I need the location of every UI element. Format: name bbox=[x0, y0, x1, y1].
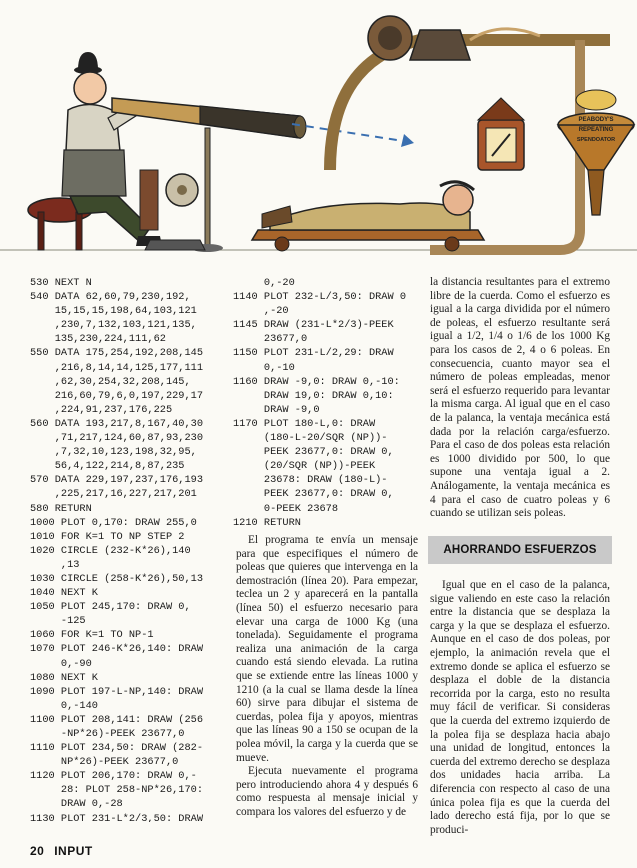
code-line: 1145 DRAW (231-L*2/3)-PEEK bbox=[233, 319, 394, 332]
section-heading: AHORRANDO ESFUERZOS bbox=[443, 544, 597, 556]
code-line: 550 DATA 175,254,192,208,145 bbox=[30, 347, 204, 360]
code-line: 28: PLOT 258-NP*26,170: bbox=[30, 784, 204, 797]
code-line: ,62,30,254,32,208,145, bbox=[30, 375, 191, 388]
cartoon-illustration bbox=[0, 0, 637, 272]
code-line: 1060 FOR K=1 TO NP-1 bbox=[30, 629, 154, 642]
article-right-text-bottom bbox=[430, 579, 610, 851]
article-middle-text bbox=[236, 534, 418, 850]
code-line: 0-PEEK 23678 bbox=[233, 502, 339, 515]
magazine-name: INPUT bbox=[54, 844, 93, 858]
code-line: ,13 bbox=[30, 558, 80, 571]
code-line: (20/SQR (NP))-PEEK bbox=[233, 460, 376, 473]
illustration-svg bbox=[0, 0, 637, 272]
code-line: 1000 PLOT 0,170: DRAW 255,0 bbox=[30, 516, 197, 529]
code-line: 0,-10 bbox=[233, 361, 295, 374]
code-line: 1070 PLOT 246-K*26,140: DRAW bbox=[30, 643, 204, 656]
code-line: 530 NEXT N bbox=[30, 277, 92, 289]
paragraph: Igual que en el caso de la palanca, sigue valiendo en este caso la relación entre la distancia que se desplaza la carga y la que se desplaza el esfuerzo. Aunque en el caso de dos poleas, por ejemplo, la animación revela que el extremo donde se aplica el esfuerzo se desplaza el doble de la distancia recorrida por la carga, esto no resulta muy fácil de verificar. Si consideras que la cuerda del extremo izquierdo de la polea fija se desplaza hacia abajo una unidad de longitud, entonces la cuerda del extremo derecho se desplaza dos unidades hacia arriba. La diferencia con respecto al caso de una única polea fija es que la cuerda del lado derecho está fija, por lo que se produci- bbox=[430, 579, 610, 836]
code-line: ,7,32,10,123,198,32,95, bbox=[30, 446, 197, 459]
paragraph: la distancia resultantes para el extremo libre de la cuerda. Como el esfuerzo es igual a la carga dividida por el número de poleas, el esfuerzo resultante será igual a 1/2, 1/4 o 1/6 de los 1000 Kg para los casos de 2, 4 o 6 poleas. En consecuencia, cuanto mayor sea el número de poleas empleadas, menor será el esfuerzo requerido para levantar la misma carga. Al igual que en el caso de la palanca, la ventaja mecánica está dada por la relación carga/esfuerzo. Para el caso de dos poleas esta relación es 1000 dividido por 500, lo que supone una ventaja igual a 2. Análogamente, la ventaja mecánica es 4 para el caso de cuatro poleas y 6 cuando se utilizan seis poleas. bbox=[430, 276, 610, 520]
code-line: PEEK 23677,0: DRAW 0, bbox=[233, 446, 394, 459]
article-right-text-top bbox=[430, 276, 610, 538]
code-line: 1020 CIRCLE (232-K*26),140 bbox=[30, 544, 191, 557]
code-line: 23678: DRAW (180-L)- bbox=[233, 474, 388, 487]
code-line: DRAW 19,0: DRAW 0,10: bbox=[233, 389, 394, 402]
code-line: 0,-140 bbox=[30, 699, 98, 712]
code-line: 0,-20 bbox=[233, 277, 295, 289]
section-heading-box bbox=[428, 536, 612, 564]
code-line: 1210 RETURN bbox=[233, 516, 301, 529]
paragraph: El programa te envía un mensaje para que especifiques el número de poleas que quieres que intervenga en la demostración (línea 20). Para empezar, teclea un 2 y aparecerá en la pantalla (línea 50) el esfuerzo necesario para elevar una carga de 1000 Kg (una tonelada). Seguidamente el programa realiza una animación de la carga cuando está siendo elevada. La rutina que se extiende entre las líneas 1000 y 1210 (a la cual se llama desde la línea 60) sirve para dibujar el sistema de cuerdas, polea fija y apoyos, mientras que las líneas 90 a 150 se ocupan de la polea móvil, la carga y la cuerda que se mueve. bbox=[236, 534, 418, 764]
code-line: DRAW -9,0 bbox=[233, 403, 320, 416]
machine-label-2: REPEATING bbox=[578, 127, 614, 133]
code-line: 1130 PLOT 231-L*2/3,50: DRAW bbox=[30, 812, 204, 822]
code-listing-middle bbox=[233, 276, 429, 536]
code-line: 570 DATA 229,197,237,176,193 bbox=[30, 474, 204, 487]
code-line: 1120 PLOT 206,170: DRAW 0,- bbox=[30, 770, 197, 783]
code-line: 580 RETURN bbox=[30, 502, 92, 515]
code-line: (180-L-20/SQR (NP))- bbox=[233, 432, 388, 445]
code-line: -NP*26)-PEEK 23677,0 bbox=[30, 728, 185, 740]
code-line: 1170 PLOT 180-L,0: DRAW bbox=[233, 417, 376, 430]
paragraph: Ejecuta nuevamente el programa pero introduciendo ahora 4 y después 6 como respuesta al mensaje inicial y compara los valores del esfuerzo y de bbox=[236, 765, 418, 818]
page-number: 20 bbox=[30, 844, 45, 858]
code-line: ,71,217,124,60,87,93,230 bbox=[30, 432, 204, 445]
code-line: 1010 FOR K=1 TO NP STEP 2 bbox=[30, 530, 185, 543]
code-line: 1110 PLOT 234,50: DRAW (282- bbox=[30, 742, 204, 755]
code-line: 1080 NEXT K bbox=[30, 671, 98, 684]
code-line: 1140 PLOT 232-L/3,50: DRAW 0 bbox=[233, 291, 407, 304]
code-line: 1100 PLOT 208,141: DRAW (256 bbox=[30, 713, 204, 726]
code-line: 1090 PLOT 197-L-NP,140: DRAW bbox=[30, 685, 204, 698]
code-line: 23677,0 bbox=[233, 333, 308, 346]
code-listing-left bbox=[30, 276, 252, 822]
page-footer bbox=[30, 844, 93, 858]
code-line: 15,15,15,198,64,103,121 bbox=[30, 305, 197, 318]
code-line: ,224,91,237,176,225 bbox=[30, 403, 173, 416]
code-line: DRAW 0,-28 bbox=[30, 798, 123, 811]
code-line: 1030 CIRCLE (258-K*26),50,13 bbox=[30, 572, 204, 585]
code-line: 540 DATA 62,60,79,230,192, bbox=[30, 291, 191, 304]
code-line: 135,230,224,111,62 bbox=[30, 333, 166, 346]
code-line: 1150 PLOT 231-L/2,29: DRAW bbox=[233, 347, 394, 360]
code-line: 1160 DRAW -9,0: DRAW 0,-10: bbox=[233, 375, 400, 388]
code-line: 56,4,122,214,8,87,235 bbox=[30, 460, 185, 473]
code-line: ,225,217,16,227,217,201 bbox=[30, 488, 197, 501]
machine-label-3: SPENDOATOR bbox=[576, 137, 616, 143]
code-line: PEEK 23677,0: DRAW 0, bbox=[233, 488, 394, 501]
code-line: 560 DATA 193,217,8,167,40,30 bbox=[30, 417, 204, 430]
code-line: 0,-90 bbox=[30, 657, 92, 670]
code-line: ,-20 bbox=[233, 305, 289, 318]
code-line: ,230,7,132,103,121,135, bbox=[30, 319, 197, 332]
code-line: 1050 PLOT 245,170: DRAW 0, bbox=[30, 601, 191, 614]
code-line: ,216,8,14,14,125,177,111 bbox=[30, 361, 204, 374]
code-line: -125 bbox=[30, 615, 86, 628]
code-line: NP*26)-PEEK 23677,0 bbox=[30, 756, 179, 769]
machine-label-1: PEABODY'S bbox=[578, 117, 614, 123]
code-line: 1040 NEXT K bbox=[30, 587, 98, 600]
code-line: 216,60,79,6,0,197,229,17 bbox=[30, 389, 204, 402]
